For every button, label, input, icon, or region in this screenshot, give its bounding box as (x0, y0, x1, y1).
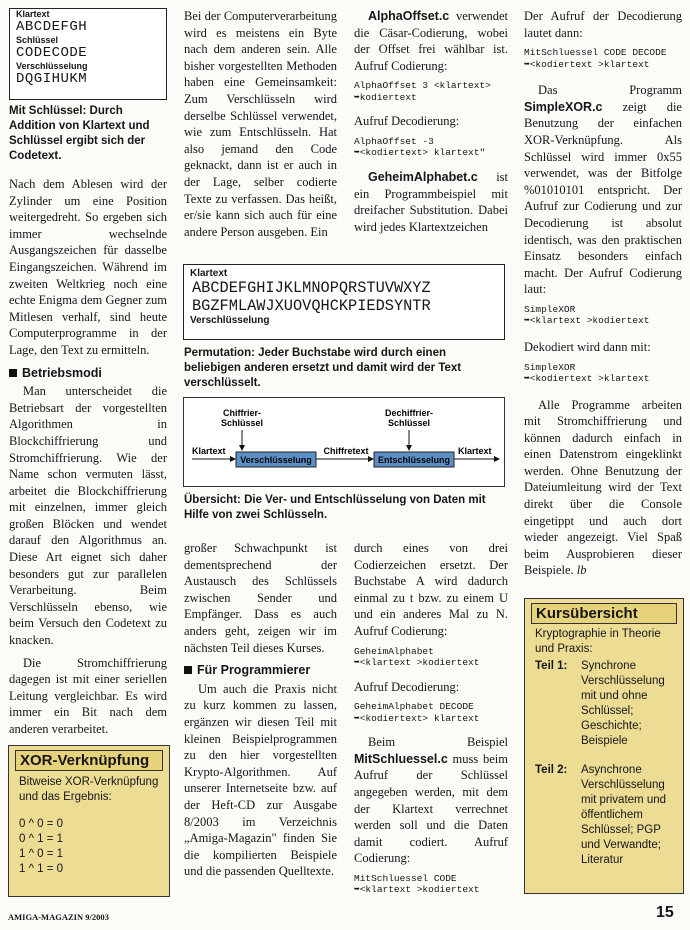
course-box-title: Kursübersicht (531, 603, 677, 624)
col2-paragraph-1: Bei der Computerverarbeitung wird es meistens ein Byte nach dem anderen sein. Alle bisher vorgestellten Methoden haben eine Gemeinsamkeit: Zum Verschlüsseln wird derselbe Schlüssel verwendet, wie zum Entschlüsseln. Hat also jemand den Code geknackt, dann ist er auch in der Lage, selber codierte Texte zu verfassen. Das heißt, er/sie kann sich auch für eine andere Person ausgeben. Ein (184, 9, 337, 239)
column-2-top (184, 8, 337, 246)
col2-paragraph-2: großer Schwachpunkt ist dementsprechend der Austausch des Schlüssels zwischen Sender und Empfänger. Dass es auch anders geht, zeigen wir im nächsten Teil dieses Kurses. (184, 541, 337, 655)
section-heading-programmierer: Für Programmierer (184, 662, 337, 679)
course-part-2-text: Asynchrone Verschlüsselung mit privatem und öffentlichem Schlüssel; PGP und Verwandte; Literatur (581, 764, 667, 866)
col1-paragraph-3: Die Stromchiffrierung dagegen ist mit einer seriellen Leitung vergleichbar. Es wird immer ein Bit nach dem anderen verarbeitet. (9, 655, 167, 736)
author-signature: lb (576, 563, 587, 578)
square-bullet-icon (184, 666, 192, 674)
plaintext-label: Klartext (16, 9, 50, 19)
xor-row: 0 ^ 1 = 1 (19, 833, 64, 845)
key-value: CODECODE (16, 45, 88, 61)
key-example-caption: Mit Schlüssel: Durch Addition von Klartext und Schlüssel ergibt sich der Codetext. (9, 105, 150, 162)
code-mitschluessel-decode: MitSchluessel CODE DECODE ➥<kodiertext >klartext (524, 47, 667, 70)
course-part-2 (535, 763, 677, 868)
code-mitschluessel-encode: MitSchluessel CODE ➥<klartext >kodiertext (354, 872, 480, 896)
column-2-bottom (184, 540, 337, 886)
arrow-key1-head (239, 445, 245, 451)
xor-row: 1 ^ 0 = 1 (19, 848, 64, 860)
col4-paragraph-simplexor: Das Programm SimpleXOR.c zeigt die Benutzung der einfachen XOR-Verknüpfung. Als Schlüssel wird immer 0x55 verwendet, was der Bitfolge %01010101 entspricht. Der Aufruf zur Codierung und zur Decodierung ist absolut identisch, was den praktischen Einsatz besonders einfach macht. Der Aufruf Codierung laut: (524, 83, 682, 297)
col3-decoding-label: Aufruf Decodierung: (354, 114, 460, 129)
xor-info-box (8, 745, 170, 897)
key-label: Schlüssel (16, 35, 59, 45)
arrow-mid-head (368, 456, 374, 462)
col3-paragraph-mitschluessel: Beim Beispiel MitSchluessel.c muss beim Aufruf der Schlüssel angegeben werden, mit dem der Klartext verrechnet werden soll und die Daten damit codiert. Aufruf Codierung: (354, 735, 508, 866)
plaintext-value: ABCDEFGH (16, 19, 88, 35)
permutation-caption: Permutation: Jeder Buchstabe wird durch einen beliebigen anderen ersetzt und damit wird der Text verschlüsselt. (184, 347, 462, 389)
perm-plaintext-label: Klartext (190, 268, 228, 279)
diagram-key2-line1: Dechiffrier- (384, 408, 434, 418)
code-alphaoffset-decode: AlphaOffset -3 ➥<kodiertext> klartext" (354, 135, 486, 159)
diagram-mid-label: Chiffretext (323, 446, 369, 456)
code-geheimalphabet-encode: GeheimAlphabet ➥<klartext >kodiertext (354, 645, 480, 669)
col3-paragraph-geheimalphabet: GeheimAlphabet.c ist ein Programmbeispiel mit dreifacher Substitution. Dabei wird jedes Klartextzeichen (354, 169, 508, 234)
arrow-out-head (494, 456, 500, 462)
course-box-intro: Kryptographie in Theorie und Praxis: (535, 628, 661, 655)
diagram-input-label: Klartext (192, 446, 226, 456)
square-bullet-icon (9, 369, 17, 377)
encryption-diagram (183, 397, 505, 487)
perm-cipher-label: Verschlüsselung (190, 315, 270, 326)
col4-paragraph-final: Alle Programme arbeiten mit Stromchiffrierung und können dadurch einfach in einen Datenstrom eingeklinkt werden. Ohne Benutzung der Dateiumleitung wird der Text direkt über die Console eingetippt und auch dort wieder angezeigt. Viel Spaß beim Ausprobieren dieser Beispiele. lb (524, 397, 682, 578)
cipher-label: Verschlüsselung (16, 61, 88, 71)
diagram-decrypt-label: Entschlüsselung (377, 455, 451, 465)
col1-paragraph-1: Nach dem Ablesen wird der Zylinder um eine Position weitergedreht. So ergeben sich immer wechselnde Ausgangszeichen für dasselbe Eingangszeichen. Während im zweiten Weltkrieg noch eine echte Enigma dem Gegner zum Mitlesen verhalf, sind heute Computerprogramme in der Lage, den Text zu ermitteln. (9, 177, 167, 357)
permutation-box (183, 264, 505, 340)
diagram-encrypt-label: Verschlüsselung (240, 455, 312, 465)
diagram-caption: Übersicht: Die Ver- und Entschlüsselung von Daten mit Hilfe von zwei Schlüsseln. (184, 494, 486, 521)
column-3-top (354, 8, 508, 241)
cipher-value: DQGIHUKM (16, 71, 88, 87)
arrow-key2-head (406, 445, 412, 451)
column-3-bottom (354, 540, 508, 896)
course-part-1-label: Teil 1: (535, 660, 568, 672)
col1-paragraph-2: Man unterscheidet die Betriebsart der vorgestellten Algorithmen in Blockchiffrierung und Stromchiffrierung. Wie der Name schon vermuten lässt, arbeitet die Blockchiffrierung mit einzelnen, immer gleich großen Blöcken und wendet darauf den Algorithmus an. Diese Art eignet sich daher besonders gut zur parallelen Verarbeitung. Beim Verschlüsseln ebenso, wie beim Versuch den Codetext zu knacken. (9, 384, 167, 648)
diagram-key1-line2: Schlüssel (220, 418, 264, 428)
code-simplexor-decode: SimpleXOR ➥<kodiertext >klartext (524, 361, 650, 384)
section-heading-betriebsmodi: Betriebsmodi (9, 365, 167, 382)
key-example-box (9, 8, 167, 100)
perm-plaintext: ABCDEFGHIJKLMNOPQRSTUVWXYZ (192, 279, 431, 297)
code-geheimalphabet-decode: GeheimAlphabet DECODE ➥<kodiertext> klartext (354, 701, 480, 724)
column-4 (524, 8, 682, 585)
diagram-svg (184, 398, 504, 486)
code-alphaoffset-encode: AlphaOffset 3 <klartext> ➥kodiertext (354, 80, 491, 103)
col4-paragraph-1: Der Aufruf der Decodierung lautet dann: (524, 9, 682, 40)
col3-paragraph-substitution: durch eines von drei Codierzeichen ersetzt. Der Buchstabe A wird dadurch einmal zu t bzw. zu einem U und ein anderes Mal zu N. Aufruf Codierung: (354, 541, 508, 638)
column-1 (9, 104, 167, 744)
code-simplexor-encode: SimpleXOR ➥<klartext >kodiertext (524, 303, 650, 327)
diagram-output-label: Klartext (458, 446, 492, 456)
col3-decoding-label-2: Aufruf Decodierung: (354, 679, 460, 694)
course-part-1 (535, 659, 677, 749)
xor-box-title: XOR-Verknüpfung (15, 750, 163, 771)
course-part-2-label: Teil 2: (535, 764, 568, 776)
course-part-1-text: Synchrone Verschlüsselung mit und ohne Schlüssel; Geschichte; Beispiele (581, 660, 665, 747)
xor-row: 0 ^ 0 = 0 (19, 818, 64, 830)
col3-paragraph-1: AlphaOffset.c verwendet die Cäsar-Codierung, wobei der Offset frei wählbar ist. Aufruf Codierung: (354, 9, 508, 73)
page-number: 15 (656, 904, 674, 921)
xor-row: 1 ^ 1 = 0 (19, 863, 64, 875)
diagram-key2-line2: Schlüssel (387, 418, 431, 428)
col4-decoding-label: Dekodiert wird dann mit: (524, 339, 651, 354)
course-overview-box (524, 598, 684, 894)
footer-issue: AMIGA-MAGAZIN 9/2003 (8, 912, 109, 922)
diagram-key1-line1: Chiffrier- (223, 408, 261, 418)
perm-ciphertext: BGZFMLAWJXUOVQHCKPIEDSYNTR (192, 297, 431, 315)
col2-paragraph-3: Um auch die Praxis nicht zu kurz kommen zu lassen, ergänzen wir diesen Teil mit kleinen Beispielprogrammen zu den hier vorgestellten Krypto-Algorithmen. Auf unserer Internetseite bzw. auf der Heft-CD zur Ausgabe 8/2003 im Verzeichnis „Amiga-Magazin" finden Sie die kompilierten Beispiele und die passenden Quelltexte. (184, 681, 337, 879)
xor-box-intro: Bitweise XOR-Verknüpfung und das Ergebnis: (19, 776, 159, 803)
arrow-in-head (230, 456, 236, 462)
